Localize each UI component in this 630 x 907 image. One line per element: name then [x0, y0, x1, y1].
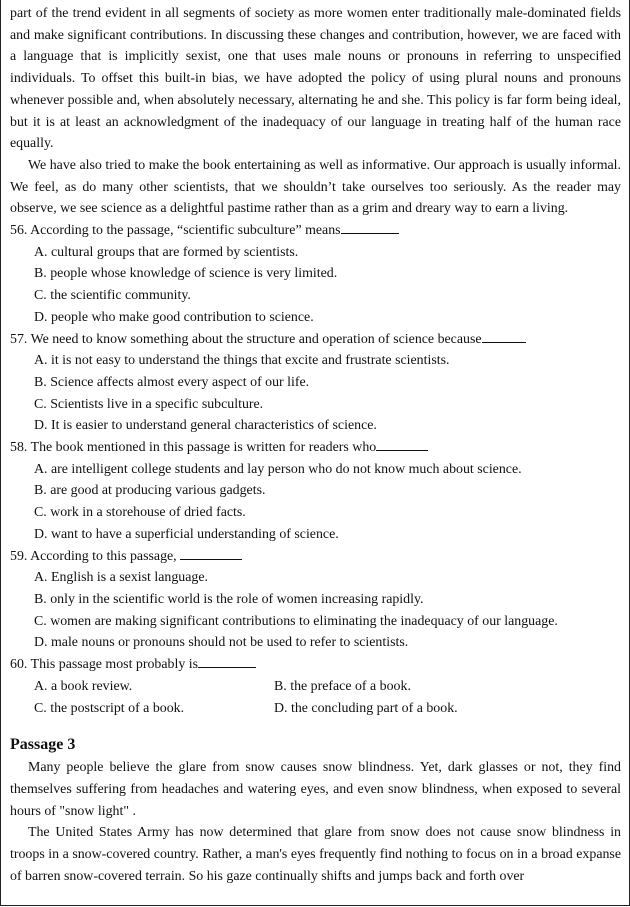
option: A. cultural groups that are formed by scientists.	[34, 244, 299, 260]
option: A. are intelligent college students and lay person who do not know much about science.	[34, 461, 522, 477]
option: A. a book review.	[34, 678, 133, 694]
passage3-heading: Passage 3	[10, 736, 76, 754]
passage3-paragraph-2: The United States Army has now determined that glare from snow does not cause snow blindness in troops in a snow-covered country. Rather, a man's eyes frequently find nothing to focus on in a broad expanse of barren snow-covered terrain. So his gaze continually shifts and jumps back and forth over	[10, 825, 621, 884]
question-stem: 59. According to this passage,	[10, 548, 177, 564]
answer-blank	[376, 438, 428, 451]
option: B. people whose knowledge of science is very limited.	[34, 266, 338, 282]
option: D. male nouns or pronouns should not be used to refer to scientists.	[34, 635, 409, 651]
option: B. the preface of a book.	[274, 678, 411, 694]
answer-blank	[482, 330, 526, 343]
question-stem: 58. The book mentioned in this passage is written for readers who	[10, 440, 377, 456]
option: C. the scientific community.	[34, 288, 191, 304]
option: B. only in the scientific world is the role of women increasing rapidly.	[34, 591, 424, 607]
question-stem: 60. This passage most probably is	[10, 657, 199, 673]
option: B. are good at producing various gadgets.	[34, 483, 266, 499]
option: D. the concluding part of a book.	[274, 700, 458, 716]
option: D. It is easier to understand general characteristics of science.	[34, 418, 377, 434]
option: A. English is a sexist language.	[34, 570, 208, 586]
question-stem: 56. According to the passage, “scientific subculture” means	[10, 223, 341, 239]
option: B. Science affects almost every aspect of our life.	[34, 374, 310, 390]
question-56	[10, 220, 621, 329]
question-60	[10, 654, 621, 719]
option: D. people who make good contribution to science.	[34, 309, 314, 325]
option: C. work in a storehouse of dried facts.	[34, 505, 246, 521]
document-content	[10, 3, 621, 887]
answer-blank	[341, 221, 399, 234]
question-stem: 57. We need to know something about the structure and operation of science because	[10, 331, 482, 347]
answer-blank	[198, 655, 256, 668]
option: C. the postscript of a book.	[34, 700, 185, 716]
passage3-paragraph-1: Many people believe the glare from snow causes snow blindness. Yet, dark glasses or not, they find themselves suffering from headaches and watering eyes, and even snow blindness, when exposed to several hours of "snow light" .	[10, 760, 621, 819]
passage2-paragraph-2: We have also tried to make the book entertaining as well as informative. Our approach is usually informal. We feel, as do many other scientists, that we shouldn’t take ourselves too seriously. As the reader may observe, we see science as a delightful pastime rather than as a grim and dreary way to earn a living.	[10, 157, 621, 217]
question-59	[10, 546, 621, 655]
option: A. it is not easy to understand the things that excite and frustrate scientists.	[34, 353, 450, 369]
question-57	[10, 329, 621, 438]
passage2-paragraph-1: part of the trend evident in all segments of society as more women enter traditionally male-dominated fields and make significant contributions. In discussing these changes and contribution, however, we are faced with a language that is implicitly sexist, one that uses male nouns or pronouns in referring to unspecified individuals. To offset this built-in bias, we have adopted the policy of using plural nouns and pronouns whenever possible and, when absolutely necessary, alternating he and she. This policy is far form being ideal, but it is at least an acknowledgment of the inadequacy of our language in treating half of the human race equally.	[10, 6, 621, 152]
option: C. women are making significant contributions to eliminating the inadequacy of our language.	[34, 613, 558, 629]
option: D. want to have a superficial understanding of science.	[34, 526, 339, 542]
question-58	[10, 437, 621, 546]
option: C. Scientists live in a specific subculture.	[34, 396, 264, 412]
answer-blank	[180, 547, 242, 560]
